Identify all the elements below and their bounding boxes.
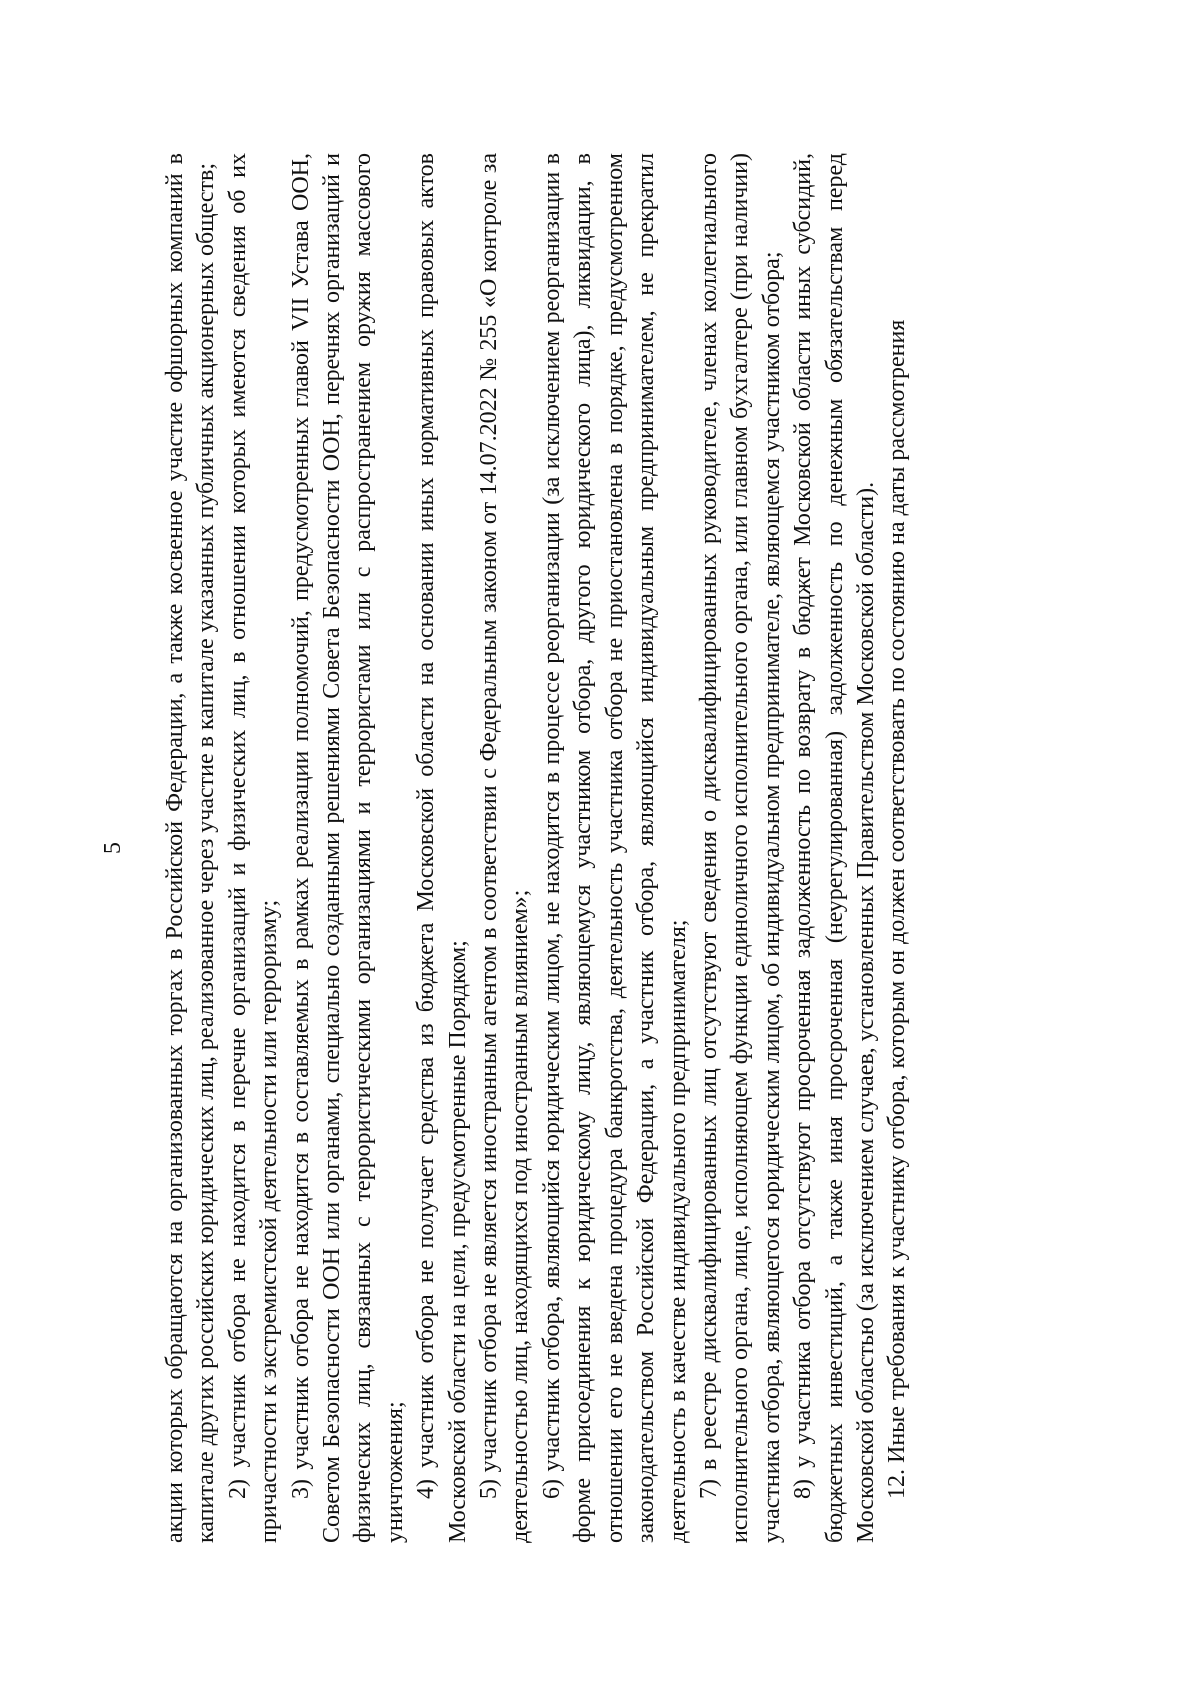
paragraph: 8) у участника отбора отсутствуют просроченная задолженность по возврату в бюджет Московской области иных субсидий, бюджетных инвестиций, а также иная просроченная (неурегулированная) задолженность по денежным обязательствам перед Московской областью (за исключением случаев, установленных Правительством Московской области). [790,153,879,1543]
paragraph: 12. Иные требования к участнику отбора, которым он должен соответствовать по состоянию на даты рассмотрения [884,319,911,1499]
paragraph: 6) участник отбора, являющийся юридическим лицом, не находится в процессе реорганизации (за исключением реорганизации в форме присоединения к юридическому лицу, являющемуся участником отбора, другого юридического лица), ликвидации, в отношении его не введена процедура банкротства, деятельность участника отбора не приостановлена в порядке, предусмотренном законодательством Российской Федерации, а участник отбора, являющийся индивидуальным предпринимателем, не прекратил деятельность в качестве индивидуального предпринимателя; [538,153,691,1543]
paragraph: 7) в реестре дисквалифицированных лиц отсутствуют сведения о дисквалифицированных руководителе, членах коллегиального исполнительного органа, лице, исполняющем функции единоличного исполнительного органа, или главном бухгалтере (при наличии) участника отбора, являющегося юридическим лицом, об индивидуальном предпринимателе, являющемся участником отбора; [695,153,785,1543]
paragraph: 2) участник отбора не находится в перечне организаций и физических лиц, в отношении которых имеются сведения об их причастности к экстремистской деятельности или терроризму; [224,153,283,1543]
document-body [160,153,914,1543]
rotated-document-page [100,153,1040,1543]
paragraph: 4) участник отбора не получает средства из бюджета Московской области на основании иных нормативных правовых актов Московской области на цели, предусмотренные Порядком; [413,153,471,1543]
paragraph: 3) участник отбора не находится в составляемых в рамках реализации полномочий, предусмотренных главой VII Устава ООН, Советом Безопасности ООН или органами, специально созданными решениями Совета Безопасности ООН, перечнях организаций и физических лиц, связанных с террористическими организациями и террористами или с распространением оружия массового уничтожения; [287,153,408,1543]
paragraph: акции которых обращаются на организованных торгах в Российской Федерации, а также косвенное участие офшорных компаний в капитале других российских юридических лиц, реализованное через участие в капитале указанных публичных акционерных обществ; [162,153,220,1543]
page-number: 5 [100,842,126,854]
paragraph: 5) участник отбора не является иностранным агентом в соответствии с Федеральным законом от 14.07.2022 № 255 «О контроле за деятельностью лиц, находящихся под иностранным влиянием»; [476,153,534,1543]
